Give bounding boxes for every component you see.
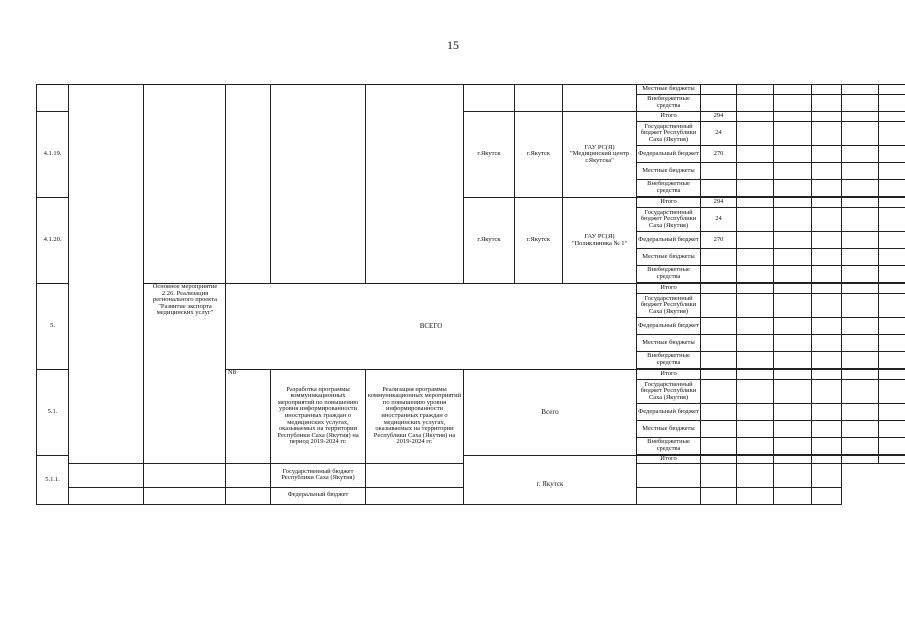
empty-cell <box>812 198 842 208</box>
source-label: Внебюджетные средства <box>637 180 701 197</box>
empty-cell <box>842 318 879 335</box>
page-number: 15 <box>447 38 459 52</box>
empty-cell <box>701 294 737 318</box>
place-cell: г.Якутск <box>515 198 563 284</box>
empty-cell <box>774 85 812 95</box>
row-number: 4.1.20. <box>37 198 69 284</box>
empty-cell <box>842 85 879 95</box>
empty-cell <box>737 463 774 487</box>
empty-cell <box>774 370 812 380</box>
empty-cell <box>842 180 879 197</box>
empty-cell <box>842 294 879 318</box>
empty-cell <box>774 122 812 146</box>
empty-cell <box>812 163 842 180</box>
empty-cell <box>774 352 812 369</box>
empty-cell <box>774 463 812 487</box>
empty-cell <box>774 318 812 335</box>
cell <box>464 85 515 112</box>
empty-cell <box>812 370 842 380</box>
empty-cell <box>812 95 842 112</box>
empty-cell <box>737 456 774 464</box>
empty-cell <box>701 370 737 380</box>
empty-cell <box>774 421 812 438</box>
empty-cell <box>774 335 812 352</box>
empty-cell <box>812 112 842 122</box>
value-cell: 270 <box>701 146 737 163</box>
empty-cell <box>737 404 774 421</box>
empty-cell <box>879 249 905 266</box>
empty-cell <box>812 438 842 455</box>
empty-cell <box>226 487 271 504</box>
empty-cell <box>879 180 905 197</box>
empty-cell <box>774 294 812 318</box>
empty-cell <box>842 163 879 180</box>
empty-cell <box>701 352 737 369</box>
empty-cell <box>879 335 905 352</box>
source-label: Внебюджетные средства <box>637 352 701 369</box>
source-label: Местные бюджеты <box>637 421 701 438</box>
source-label: Государственный бюджет Республики Саха (Якутия) <box>271 463 366 487</box>
empty-cell <box>842 370 879 380</box>
empty-cell <box>812 463 842 487</box>
empty-cell <box>701 249 737 266</box>
empty-cell <box>737 284 774 294</box>
source-label: Итого <box>637 370 701 380</box>
empty-cell <box>774 438 812 455</box>
empty-cell <box>812 352 842 369</box>
empty-cell <box>69 463 144 487</box>
empty-cell <box>879 370 905 380</box>
empty-cell <box>812 487 842 504</box>
source-label: Местные бюджеты <box>637 163 701 180</box>
empty-cell <box>701 284 737 294</box>
empty-cell <box>737 95 774 112</box>
empty-cell <box>637 487 701 504</box>
organization-cell: ГАУ РС(Я) "Медицинский центр г.Якутска" <box>563 112 637 198</box>
empty-cell <box>774 163 812 180</box>
empty-cell <box>144 463 226 487</box>
source-label: Местные бюджеты <box>637 85 701 95</box>
source-label: Итого <box>637 456 701 464</box>
source-label: Федеральный бюджет <box>637 146 701 163</box>
empty-cell <box>737 85 774 95</box>
empty-cell <box>737 146 774 163</box>
organization-cell: ГАУ РС(Я) "Поликлиника № 1" <box>563 198 637 284</box>
empty-cell <box>879 146 905 163</box>
empty-cell <box>879 163 905 180</box>
empty-cell <box>774 266 812 283</box>
empty-cell <box>842 404 879 421</box>
empty-cell <box>737 380 774 404</box>
cell <box>69 85 144 464</box>
empty-cell <box>737 112 774 122</box>
source-label: Государственный бюджет Республики Саха (Якутия) <box>637 208 701 232</box>
empty-cell <box>774 487 812 504</box>
empty-cell <box>774 404 812 421</box>
source-label: Внебюджетные средства <box>637 438 701 455</box>
empty-cell <box>842 380 879 404</box>
empty-cell <box>879 284 905 294</box>
cell <box>366 85 464 284</box>
empty-cell <box>842 208 879 232</box>
empty-cell <box>879 85 905 95</box>
source-label: Внебюджетные средства <box>637 95 701 112</box>
empty-cell <box>812 266 842 283</box>
value-cell: 270 <box>701 232 737 249</box>
empty-cell <box>701 421 737 438</box>
empty-cell <box>737 370 774 380</box>
source-label: Федеральный бюджет <box>637 232 701 249</box>
empty-cell <box>812 294 842 318</box>
empty-cell <box>737 487 774 504</box>
total-label: ВСЕГО <box>226 284 637 370</box>
cell <box>37 85 69 112</box>
empty-cell <box>774 232 812 249</box>
source-label: Итого <box>637 284 701 294</box>
empty-cell <box>879 198 905 208</box>
empty-cell <box>842 146 879 163</box>
empty-cell <box>701 487 737 504</box>
empty-cell <box>812 146 842 163</box>
source-label: Федеральный бюджет <box>637 404 701 421</box>
cell <box>563 85 637 112</box>
activity-title: Основное мероприятие 2.26. Реализация регионального проекта "Развитие экспорта медицинских услуг" <box>144 284 226 464</box>
empty-cell <box>737 421 774 438</box>
source-label: Федеральный бюджет <box>271 487 366 504</box>
row-number: 5.1.1. <box>37 456 69 505</box>
program-table <box>36 84 905 505</box>
empty-cell <box>842 421 879 438</box>
empty-cell <box>879 112 905 122</box>
row-number: 4.1.19. <box>37 112 69 198</box>
empty-cell <box>879 266 905 283</box>
empty-cell <box>842 198 879 208</box>
empty-cell <box>737 208 774 232</box>
source-label: Государственный бюджет Республики Саха (Якутия) <box>637 122 701 146</box>
empty-cell <box>879 294 905 318</box>
empty-cell <box>737 335 774 352</box>
project-code: N8 <box>226 370 271 464</box>
empty-cell <box>701 456 737 464</box>
empty-cell <box>812 284 842 294</box>
empty-cell <box>637 463 701 487</box>
empty-cell <box>842 335 879 352</box>
empty-cell <box>879 232 905 249</box>
empty-cell <box>737 232 774 249</box>
empty-cell <box>842 266 879 283</box>
empty-cell <box>737 163 774 180</box>
cell <box>226 85 271 284</box>
place-cell: г.Якутск <box>464 198 515 284</box>
empty-cell <box>701 163 737 180</box>
empty-cell <box>737 249 774 266</box>
value-cell: 294 <box>701 112 737 122</box>
source-label: Местные бюджеты <box>637 335 701 352</box>
empty-cell <box>774 95 812 112</box>
empty-cell <box>842 456 879 464</box>
implementation-description: Реализация программы коммуникационных мероприятий по повышению уровня информированности иностранных граждан о медицинских услугах, оказываемых на территории Республики Саха (Якутия) на 2019-2024 гг. <box>366 370 464 464</box>
cell <box>144 85 226 284</box>
empty-cell <box>774 208 812 232</box>
empty-cell <box>812 232 842 249</box>
empty-cell <box>701 85 737 95</box>
empty-cell <box>144 487 226 504</box>
cell <box>271 85 366 284</box>
empty-cell <box>737 318 774 335</box>
place-cell: г.Якутск <box>515 112 563 198</box>
value-cell: 24 <box>701 208 737 232</box>
empty-cell <box>812 335 842 352</box>
empty-cell <box>879 421 905 438</box>
empty-cell <box>701 335 737 352</box>
source-label: Итого <box>637 198 701 208</box>
empty-cell <box>366 463 464 487</box>
empty-cell <box>701 438 737 455</box>
value-cell: 294 <box>701 198 737 208</box>
table-row <box>37 85 905 95</box>
source-label: Государственный бюджет Республики Саха (Якутия) <box>637 294 701 318</box>
development-description: Разработка программы коммуникационных мероприятий по повышению уровня информированности иностранных граждан о медицинских услугах, оказываемых на территории Республики Саха (Якутия) на период 2019-2024 гг. <box>271 370 366 464</box>
empty-cell <box>842 122 879 146</box>
empty-cell <box>812 208 842 232</box>
empty-cell <box>737 352 774 369</box>
empty-cell <box>774 198 812 208</box>
value-cell: 24 <box>701 122 737 146</box>
empty-cell <box>701 95 737 112</box>
empty-cell <box>879 404 905 421</box>
empty-cell <box>774 284 812 294</box>
empty-cell <box>842 249 879 266</box>
empty-cell <box>879 456 905 464</box>
empty-cell <box>879 95 905 112</box>
empty-cell <box>812 180 842 197</box>
empty-cell <box>812 404 842 421</box>
empty-cell <box>842 232 879 249</box>
source-label: Итого <box>637 112 701 122</box>
empty-cell <box>774 456 812 464</box>
empty-cell <box>737 180 774 197</box>
empty-cell <box>69 487 144 504</box>
empty-cell <box>842 438 879 455</box>
empty-cell <box>701 318 737 335</box>
empty-cell <box>701 266 737 283</box>
empty-cell <box>812 380 842 404</box>
empty-cell <box>842 112 879 122</box>
empty-cell <box>812 421 842 438</box>
row-number: 5. <box>37 284 69 370</box>
row-number: 5.1. <box>37 370 69 456</box>
empty-cell <box>774 249 812 266</box>
empty-cell <box>812 85 842 95</box>
empty-cell <box>842 95 879 112</box>
empty-cell <box>701 404 737 421</box>
cell <box>515 85 563 112</box>
empty-cell <box>774 180 812 197</box>
place-cell: г.Якутск <box>464 112 515 198</box>
empty-cell <box>812 122 842 146</box>
empty-cell <box>879 208 905 232</box>
empty-cell <box>774 146 812 163</box>
place-cell: г. Якутск <box>464 456 637 505</box>
empty-cell <box>842 352 879 369</box>
empty-cell <box>774 380 812 404</box>
empty-cell <box>879 318 905 335</box>
source-label: Внебюджетные средства <box>637 266 701 283</box>
empty-cell <box>737 438 774 455</box>
total-label: Всего <box>464 370 637 456</box>
source-label: Федеральный бюджет <box>637 318 701 335</box>
empty-cell <box>774 112 812 122</box>
empty-cell <box>366 487 464 504</box>
empty-cell <box>737 266 774 283</box>
empty-cell <box>737 198 774 208</box>
empty-cell <box>737 122 774 146</box>
source-label: Местные бюджеты <box>637 249 701 266</box>
empty-cell <box>879 438 905 455</box>
empty-cell <box>701 380 737 404</box>
empty-cell <box>879 122 905 146</box>
empty-cell <box>879 380 905 404</box>
empty-cell <box>812 249 842 266</box>
table-row <box>37 284 905 294</box>
empty-cell <box>842 284 879 294</box>
empty-cell <box>812 456 842 464</box>
empty-cell <box>812 318 842 335</box>
source-label: Государственный бюджет Республики Саха (Якутия) <box>637 380 701 404</box>
empty-cell <box>701 180 737 197</box>
empty-cell <box>879 352 905 369</box>
empty-cell <box>226 463 271 487</box>
empty-cell <box>737 294 774 318</box>
empty-cell <box>701 463 737 487</box>
